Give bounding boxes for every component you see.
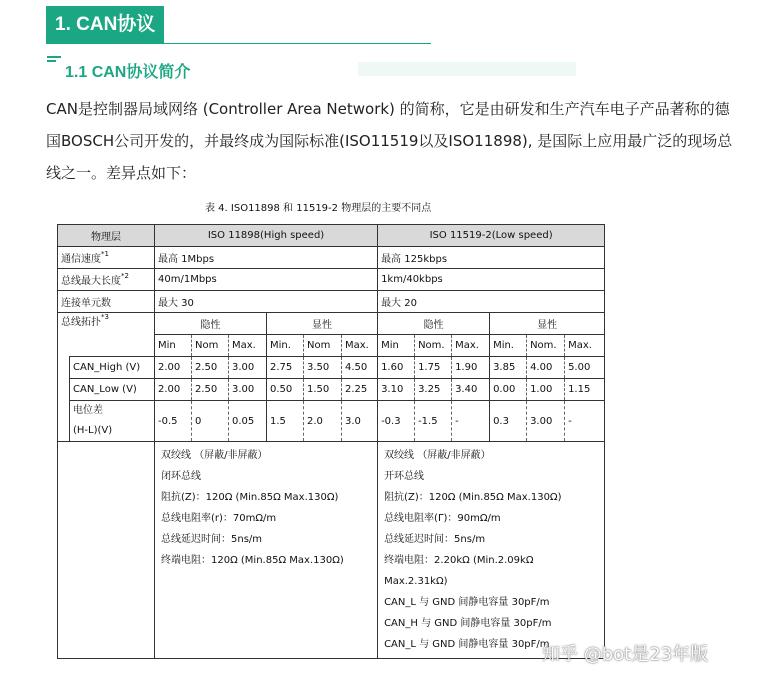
value-cell: 4.50 — [342, 357, 378, 379]
row-label: 总线最大长度$^{*2}$ — [58, 269, 155, 291]
value-cell: 1.5 — [267, 401, 304, 442]
diff-label: 电位差 (H-L)(V) — [70, 401, 155, 442]
minmax-cell: Nom — [192, 335, 229, 357]
value-cell: 2.0 — [304, 401, 342, 442]
can-low-label: CAN_Low (V) — [70, 379, 155, 401]
value-cell: -1.5 — [415, 401, 452, 442]
hs-value: 40m/1Mbps — [155, 269, 378, 291]
ls-recessive: 隐性 — [378, 313, 490, 335]
minmax-cell: Min. — [267, 335, 304, 357]
minmax-cell: Nom — [304, 335, 342, 357]
table-caption: 表 4. ISO11898 和 11519-2 物理层的主要不同点 — [205, 203, 432, 214]
value-cell: 0 — [192, 401, 229, 442]
value-cell: - — [452, 401, 490, 442]
intro-paragraph: CAN是控制器局域网络 (Controller Area Network) 的简称，它是由研发和生产汽车电子产品著称的德国BOSCH公司开发的，并最终成为国际标准(ISO11519以及ISO11898), 是国际上应用最广泛的现场总线之一。差异点如下： — [46, 100, 733, 182]
value-cell: 2.75 — [267, 357, 304, 379]
can-high-label: CAN_High (V) — [70, 357, 155, 379]
value-cell: 5.00 — [565, 357, 605, 379]
value-cell: 3.50 — [304, 357, 342, 379]
value-cell: 2.50 — [192, 379, 229, 401]
minmax-cell: Max. — [342, 335, 378, 357]
hs-dominant: 显性 — [267, 313, 378, 335]
value-cell: 3.00 — [527, 401, 565, 442]
table-row-topology — [58, 313, 605, 335]
ls-value: 1km/40kbps — [378, 269, 605, 291]
header-high-speed: ISO 11898(High speed) — [155, 225, 378, 247]
value-cell: 1.75 — [415, 357, 452, 379]
table-row — [58, 247, 605, 269]
ls-value: 最大 20 — [378, 291, 605, 313]
minmax-cell: Nom. — [415, 335, 452, 357]
value-cell: 3.10 — [378, 379, 415, 401]
minmax-cell: Max. — [452, 335, 490, 357]
table-header-row — [58, 225, 605, 247]
value-cell: 3.25 — [415, 379, 452, 401]
minmax-cell: Min — [378, 335, 415, 357]
table-row — [58, 269, 605, 291]
value-cell: 0.05 — [229, 401, 267, 442]
value-cell: 3.00 — [229, 357, 267, 379]
value-cell: 3.40 — [452, 379, 490, 401]
hs-recessive: 隐性 — [155, 313, 267, 335]
value-cell: 2.00 — [155, 357, 192, 379]
ls-description: 双绞线 （屏蔽/非屏蔽） 开环总线 阻抗(Z)：120Ω (Min.85Ω Max.130Ω) 总线电阻率(Γ)：90mΩ/m 总线延迟时间：5ns/m 终端电阻：2.20kΩ (Min.2.09kΩ Max.2.31kΩ) CAN_L 与 GND 间静电容量 30pF/m CAN_H 与 GND 间静电容量 30pF/m CAN_L 与 GND 间静电容量 30pF/m — [378, 442, 605, 659]
value-cell: 1.50 — [304, 379, 342, 401]
heading-shade — [358, 62, 576, 76]
value-cell: 4.00 — [527, 357, 565, 379]
hs-description: 双绞线 （屏蔽/非屏蔽） 闭环总线 阻抗(Z)：120Ω (Min.85Ω Max.130Ω) 总线电阻率(r)：70mΩ/m 总线延迟时间：5ns/m 终端电阻：120Ω (Min.85Ω Max.130Ω) — [155, 442, 378, 659]
header-physical-layer: 物理层 — [58, 225, 155, 247]
value-cell: 2.00 — [155, 379, 192, 401]
hs-value: 最大 30 — [155, 291, 378, 313]
heading-underline — [46, 43, 431, 44]
value-cell: -0.3 — [378, 401, 415, 442]
ls-value: 最高 125kbps — [378, 247, 605, 269]
value-cell: 1.60 — [378, 357, 415, 379]
minmax-cell: Min — [155, 335, 192, 357]
table-row-can-low — [58, 379, 605, 401]
topology-label: 总线拓扑$^{*3}$ — [58, 313, 155, 357]
ls-dominant: 显性 — [490, 313, 605, 335]
value-cell: 1.90 — [452, 357, 490, 379]
table-row-diff — [58, 401, 605, 442]
minmax-cell: Nom. — [527, 335, 565, 357]
value-cell: 1.15 — [565, 379, 605, 401]
heading-decoration-2 — [47, 60, 56, 62]
value-cell: - — [565, 401, 605, 442]
value-cell: 3.85 — [490, 357, 527, 379]
table-row-cable — [58, 442, 605, 659]
value-cell: 0.00 — [490, 379, 527, 401]
minmax-cell: Min. — [490, 335, 527, 357]
value-cell: 2.25 — [342, 379, 378, 401]
value-cell: 3.00 — [229, 379, 267, 401]
physical-layer-table — [57, 224, 605, 659]
value-cell: 0.50 — [267, 379, 304, 401]
hs-value: 最高 1Mbps — [155, 247, 378, 269]
value-cell: 0.3 — [490, 401, 527, 442]
section-heading-1: 1. CAN协议 — [46, 6, 164, 44]
table-row-can-high — [58, 357, 605, 379]
value-cell: 3.0 — [342, 401, 378, 442]
heading-decoration — [47, 56, 61, 58]
table-row — [58, 291, 605, 313]
row-label: 连接单元数 — [58, 291, 155, 313]
value-cell: 1.00 — [527, 379, 565, 401]
value-cell: 2.50 — [192, 357, 229, 379]
indent-cell — [58, 357, 70, 442]
minmax-cell: Max. — [565, 335, 605, 357]
minmax-cell: Max. — [229, 335, 267, 357]
row-label: 通信速度$^{*1}$ — [58, 247, 155, 269]
watermark: 知乎 @bot是23年版 — [542, 644, 709, 665]
header-low-speed: ISO 11519-2(Low speed) — [378, 225, 605, 247]
value-cell: -0.5 — [155, 401, 192, 442]
section-heading-2: 1.1 CAN协议简介 — [65, 64, 191, 81]
empty-label-cell — [58, 442, 155, 659]
